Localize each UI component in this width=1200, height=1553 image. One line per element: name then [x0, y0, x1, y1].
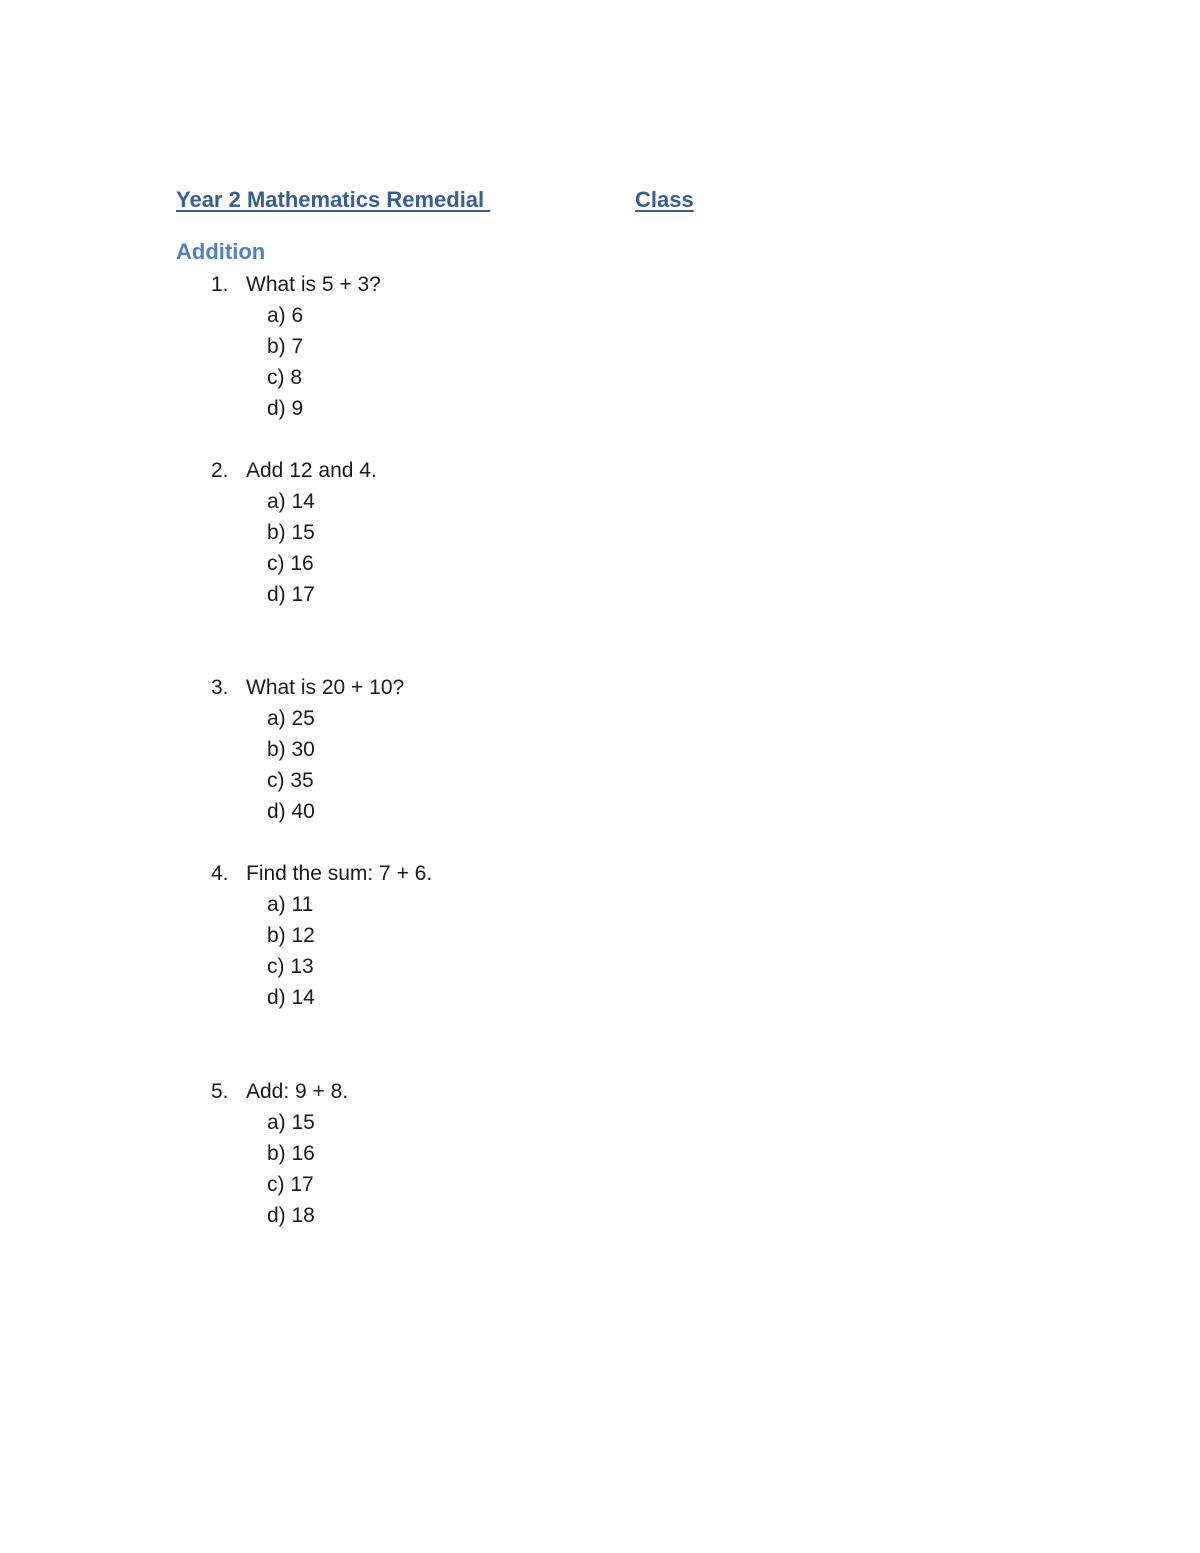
answer-option: d) 9 — [267, 397, 304, 420]
question-prompt — [211, 1076, 811, 1107]
answer-option: d) 40 — [267, 800, 315, 823]
answer-option: a) 11 — [267, 893, 314, 916]
question-prompt — [211, 269, 811, 300]
question-text: Find the sum: 7 + 6. — [246, 862, 433, 885]
document-header — [176, 187, 1076, 219]
answer-option: c) 13 — [267, 955, 314, 978]
answer-option: b) 7 — [267, 335, 304, 358]
answer-options — [211, 703, 811, 827]
section-heading-addition: Addition — [176, 239, 266, 264]
answer-option: d) 17 — [267, 583, 315, 606]
question-prompt — [211, 455, 811, 486]
question-number: 5. — [211, 1080, 229, 1103]
question-number: 2. — [211, 459, 229, 482]
answer-option: b) 12 — [267, 924, 315, 947]
answer-option: d) 18 — [267, 1204, 315, 1227]
answer-option: c) 16 — [267, 552, 314, 575]
question-2 — [211, 455, 811, 610]
question-text: Add 12 and 4. — [246, 459, 377, 482]
question-prompt — [211, 672, 811, 703]
answer-options — [211, 486, 811, 610]
question-1 — [211, 269, 811, 424]
answer-option: a) 14 — [267, 490, 315, 513]
question-4 — [211, 858, 811, 1013]
question-text: What is 5 + 3? — [246, 273, 381, 296]
question-5 — [211, 1076, 811, 1231]
answer-option: a) 6 — [267, 304, 304, 327]
question-prompt — [211, 858, 811, 889]
answer-option: b) 15 — [267, 521, 315, 544]
answer-option: b) 30 — [267, 738, 315, 761]
class-label: Class — [635, 187, 694, 212]
answer-options — [211, 1107, 811, 1231]
question-text: Add: 9 + 8. — [246, 1080, 349, 1103]
answer-option: c) 17 — [267, 1173, 314, 1196]
question-number: 4. — [211, 862, 229, 885]
answer-options — [211, 889, 811, 1013]
answer-option: b) 16 — [267, 1142, 315, 1165]
answer-option: a) 25 — [267, 707, 315, 730]
document-title: Year 2 Mathematics Remedial — [176, 187, 491, 212]
answer-option: a) 15 — [267, 1111, 315, 1134]
question-text: What is 20 + 10? — [246, 676, 405, 699]
answer-option: c) 8 — [267, 366, 303, 389]
question-3 — [211, 672, 811, 827]
answer-option: d) 14 — [267, 986, 315, 1009]
question-number: 1. — [211, 273, 229, 296]
answer-option: c) 35 — [267, 769, 314, 792]
answer-options — [211, 300, 811, 424]
question-number: 3. — [211, 676, 229, 699]
